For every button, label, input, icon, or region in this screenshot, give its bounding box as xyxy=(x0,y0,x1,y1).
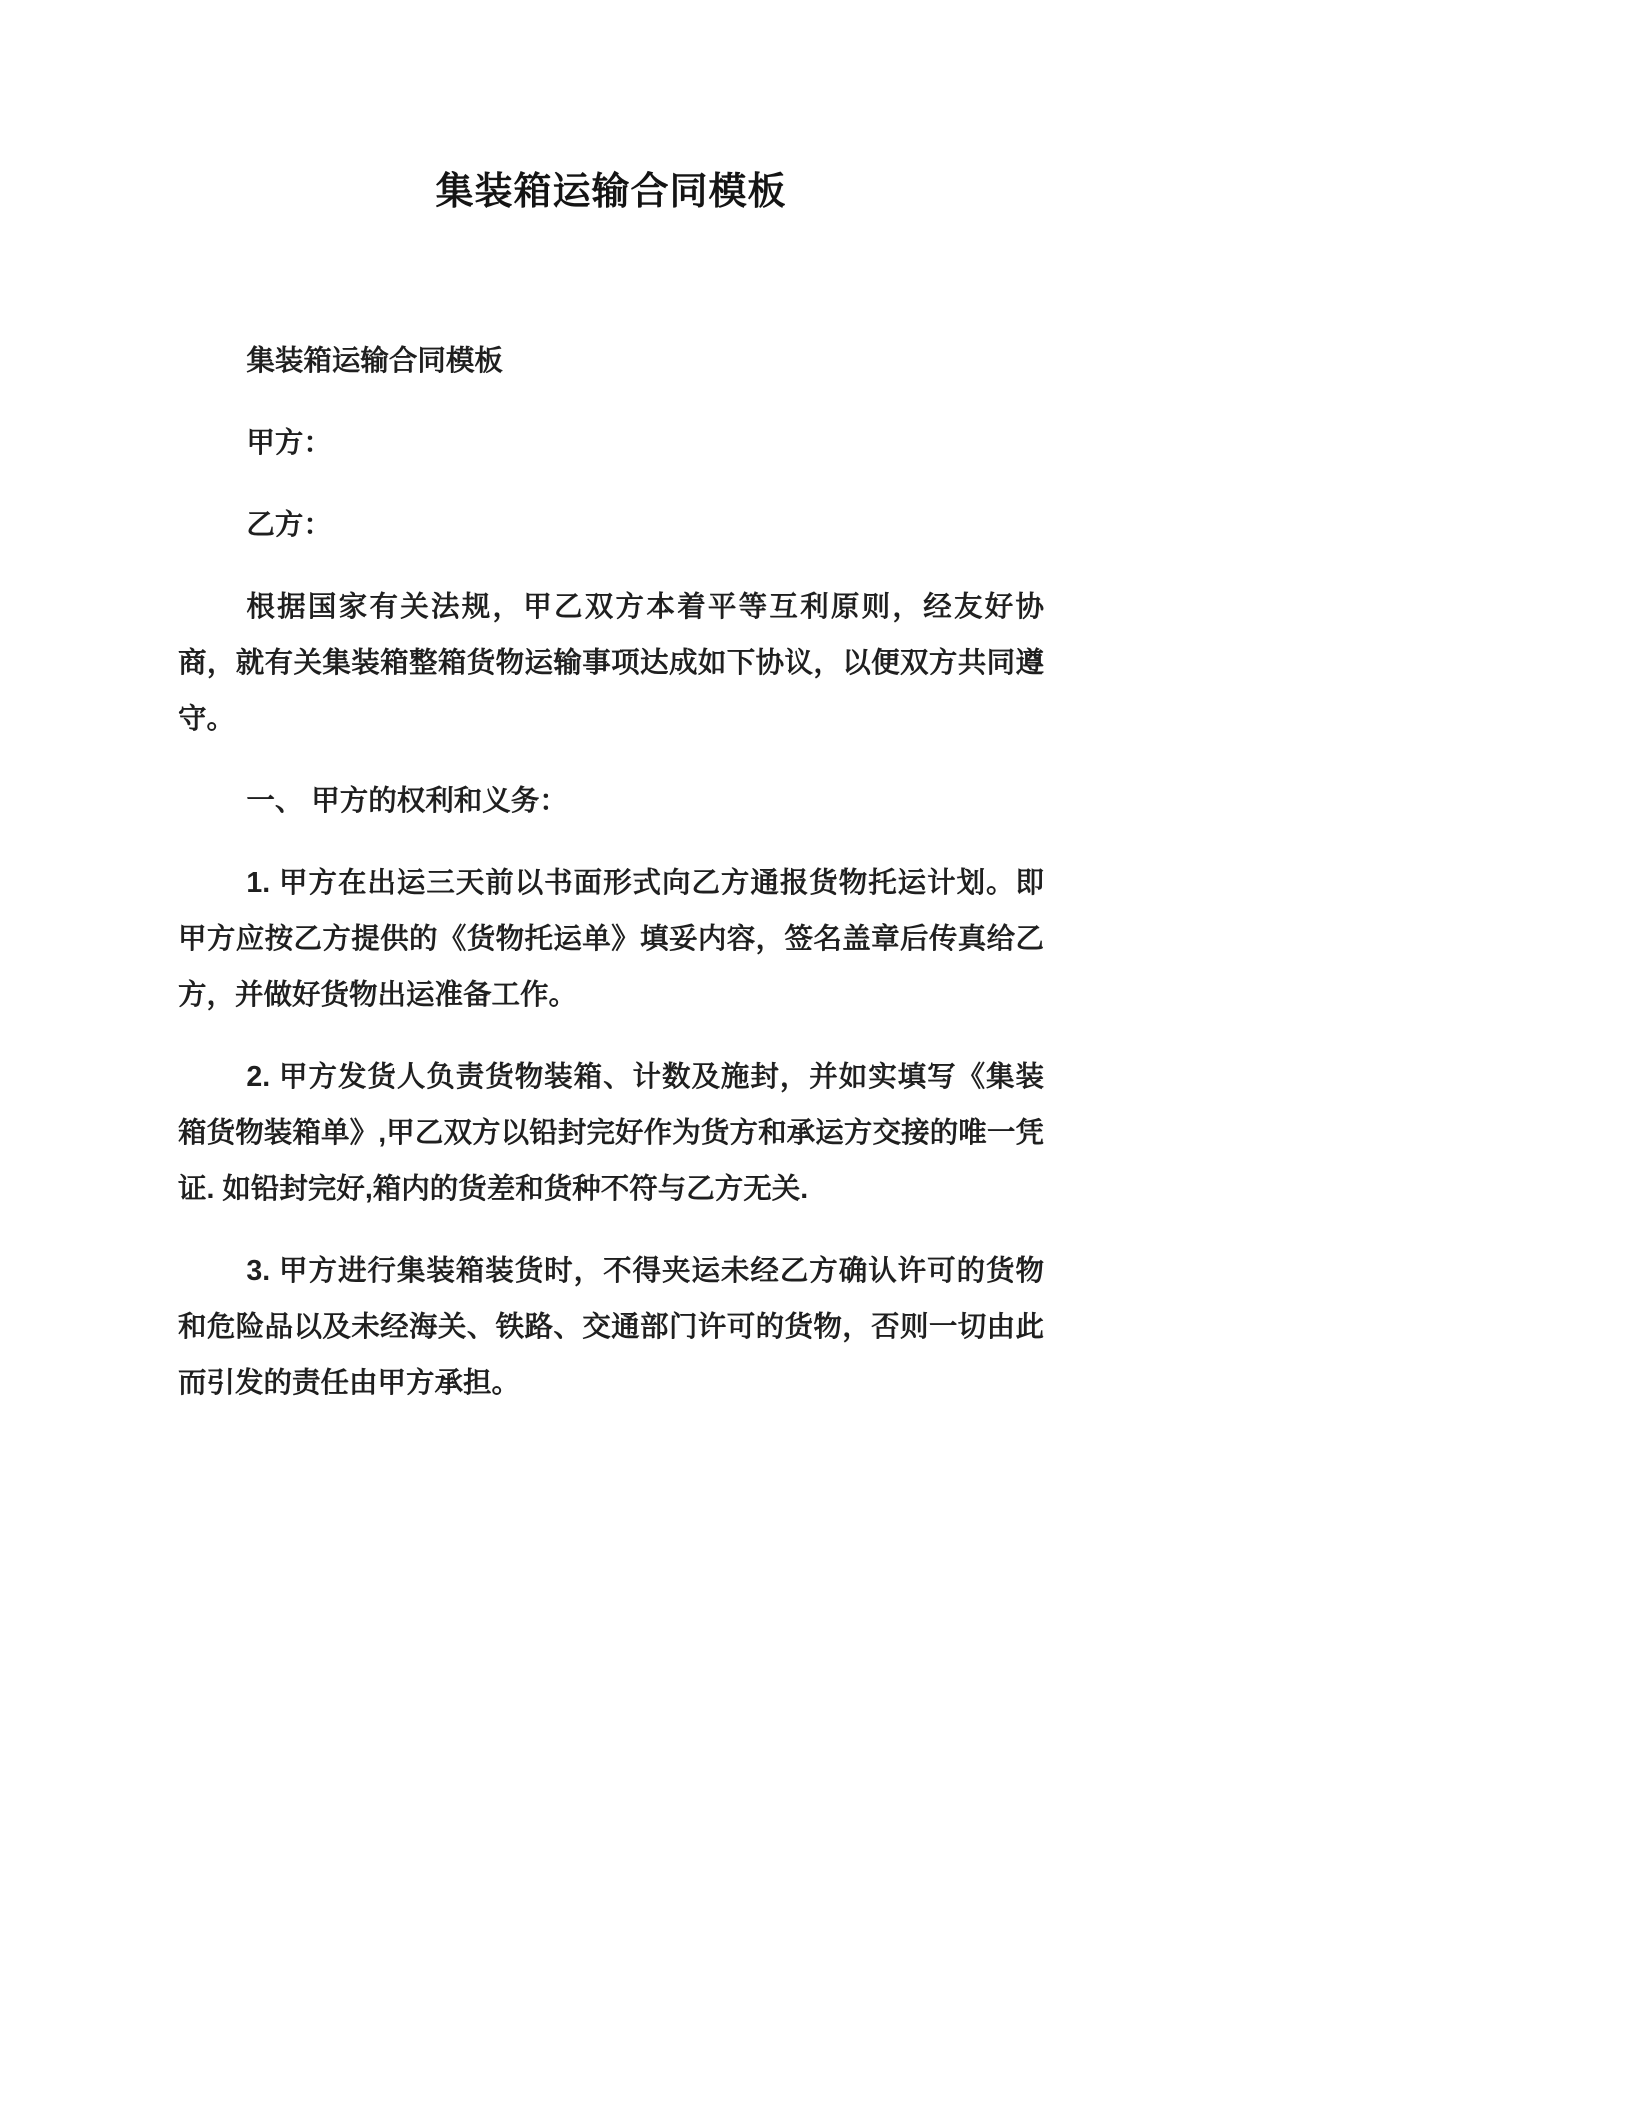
clause-1: 1. 甲方在出运三天前以书面形式向乙方通报货物托运计划。即甲方应按乙方提供的《货物托运单》填妥内容，签名盖章后传真给乙方，并做好货物出运准备工作。 xyxy=(178,867,1044,1011)
page-title: 集装箱运输合同模板 xyxy=(435,171,787,213)
document-content xyxy=(178,160,1044,1437)
party-a-line: 甲方： xyxy=(246,427,332,459)
intro-paragraph: 根据国家有关法规，甲乙双方本着平等互利原则，经友好协商，就有关集装箱整箱货物运输事项达成如下协议，以便双方共同遵守。 xyxy=(178,591,1044,735)
doc-subtitle: 集装箱运输合同模板 xyxy=(246,345,503,377)
section-1-heading: 一、 甲方的权利和义务： xyxy=(246,785,568,817)
party-b-line: 乙方： xyxy=(246,509,332,541)
clause-3: 3. 甲方进行集装箱装货时，不得夹运未经乙方确认许可的货物和危险品以及未经海关、铁路、交通部门许可的货物，否则一切由此而引发的责任由甲方承担。 xyxy=(178,1255,1044,1399)
clause-2: 2. 甲方发货人负责货物装箱、计数及施封，并如实填写《集装箱货物装箱单》,甲乙双方以铅封完好作为货方和承运方交接的唯一凭证. 如铅封完好,箱内的货差和货种不符与乙方无关. xyxy=(178,1061,1044,1205)
